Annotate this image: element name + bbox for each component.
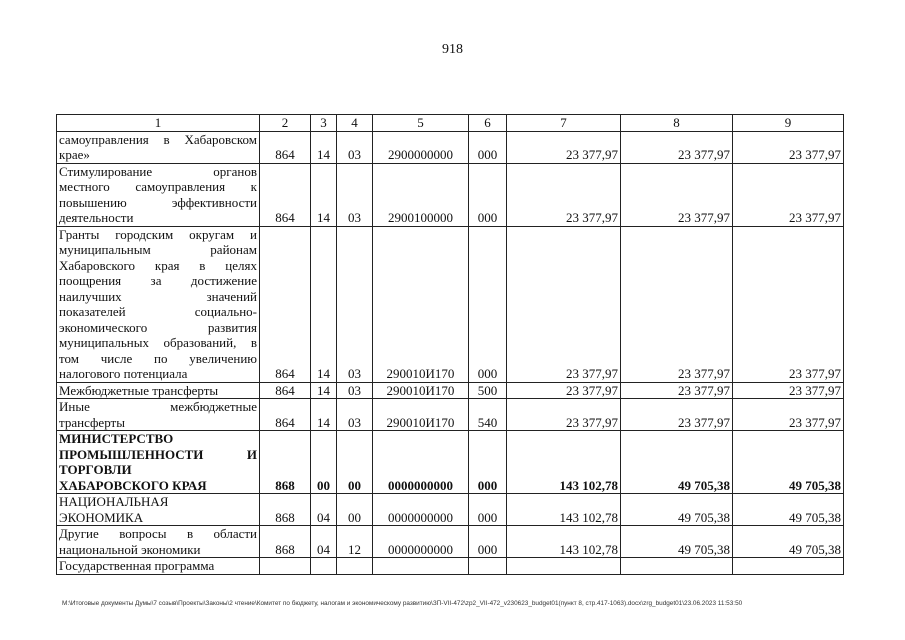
expense-type-cell: 540: [469, 399, 507, 431]
header-cell: 4: [337, 115, 373, 132]
target-article-cell: 0000000000: [373, 431, 469, 494]
table-row: [57, 526, 844, 558]
amount-cell: 23 377,97: [733, 399, 844, 431]
expense-type-cell: 500: [469, 382, 507, 399]
row-name-line: местного самоуправления к: [59, 179, 257, 194]
table-row: [57, 382, 844, 399]
row-name-line: Хабаровского края в целях: [59, 257, 257, 273]
header-cell: 2: [260, 115, 311, 132]
header-cell: 7: [507, 115, 621, 132]
subsection-code-cell: 03: [337, 131, 373, 163]
target-article-cell: 2900100000: [373, 163, 469, 226]
section-code-cell: 14: [311, 226, 337, 382]
row-name-line: трансферты: [59, 414, 125, 430]
amount-cell: 23 377,97: [733, 163, 844, 226]
row-name-line: ХАБАРОВСКОГО КРАЯ: [59, 477, 207, 493]
expense-type-cell: 000: [469, 163, 507, 226]
row-name-line: ТОРГОВЛИ: [59, 462, 132, 477]
row-name-line: самоуправления в Хабаровском: [59, 131, 257, 147]
amount-cell: 143 102,78: [507, 526, 621, 558]
header-cell: 3: [311, 115, 337, 132]
row-name-line: деятельности: [59, 210, 134, 225]
section-code-cell: 14: [311, 382, 337, 399]
section-code-cell: [311, 558, 337, 575]
row-name-line: Государственная программа: [59, 558, 215, 573]
expense-type-cell: 000: [469, 526, 507, 558]
table-row: [57, 226, 844, 382]
row-name-line: Гранты городским округам и: [59, 226, 257, 242]
ministry-code-cell: 864: [260, 226, 311, 382]
header-cell: 9: [733, 115, 844, 132]
amount-cell: 143 102,78: [507, 494, 621, 526]
amount-cell: 23 377,97: [733, 382, 844, 399]
row-name-line: повышению эффективности: [59, 194, 257, 210]
row-name-line: ЭКОНОМИКА: [59, 509, 144, 525]
header-cell: 1: [57, 115, 260, 132]
row-name-line: Иные межбюджетные: [59, 399, 257, 414]
row-name-line: ПРОМЫШЛЕННОСТИ И: [59, 446, 257, 462]
row-name-line: МИНИСТЕРСТВО: [59, 431, 174, 446]
ministry-code-cell: 864: [260, 131, 311, 163]
ministry-code-cell: 864: [260, 399, 311, 431]
amount-cell: [733, 558, 844, 575]
amount-cell: [507, 558, 621, 575]
row-name-cell: [57, 226, 260, 382]
ministry-code-cell: 868: [260, 431, 311, 494]
target-article-cell: 290010И170: [373, 226, 469, 382]
amount-cell: 49 705,38: [733, 431, 844, 494]
table-row: [57, 163, 844, 226]
subsection-code-cell: 00: [337, 431, 373, 494]
expense-type-cell: 000: [469, 494, 507, 526]
row-name-line: муниципальных образований, в: [59, 335, 257, 350]
amount-cell: 143 102,78: [507, 431, 621, 494]
row-name-line: крае»: [59, 147, 90, 162]
section-code-cell: 00: [311, 431, 337, 494]
expense-type-cell: [469, 558, 507, 575]
row-name-line: поощрения за достижение: [59, 273, 257, 288]
amount-cell: 49 705,38: [621, 526, 733, 558]
target-article-cell: 0000000000: [373, 494, 469, 526]
file-path-footer: M:\Итоговые документы Думы\7 созыв\Проекты\Законы\2 чтение\Комитет по бюджету, налогам и экономическому развитию\ЗП-VII-472\zp2_VII-472_v230623_budget01(пункт 8, стр.417-1063).docx\zrg_budget01\23.06.2023 11:53:50: [62, 600, 743, 607]
row-name-line: Другие вопросы в области: [59, 526, 257, 541]
row-name-line: налогового потенциала: [59, 366, 188, 381]
amount-cell: 23 377,97: [507, 399, 621, 431]
ministry-code-cell: 868: [260, 526, 311, 558]
subsection-code-cell: 03: [337, 226, 373, 382]
budget-table: [56, 114, 844, 575]
header-row: [57, 115, 844, 132]
section-code-cell: 14: [311, 131, 337, 163]
section-code-cell: 04: [311, 526, 337, 558]
table-row: [57, 558, 844, 575]
subsection-code-cell: 12: [337, 526, 373, 558]
row-name-cell: [57, 431, 260, 494]
row-name-cell: [57, 163, 260, 226]
row-name-line: показателей социально-: [59, 304, 257, 319]
amount-cell: 23 377,97: [507, 226, 621, 382]
table-row: [57, 494, 844, 526]
section-code-cell: 04: [311, 494, 337, 526]
row-name-cell: [57, 526, 260, 558]
header-cell: 8: [621, 115, 733, 132]
amount-cell: 23 377,97: [621, 226, 733, 382]
row-name-line: НАЦИОНАЛЬНАЯ: [59, 494, 169, 509]
amount-cell: 49 705,38: [621, 494, 733, 526]
row-name-cell: [57, 399, 260, 431]
row-name-line: экономического развития: [59, 319, 257, 335]
table-row: [57, 131, 844, 163]
amount-cell: 23 377,97: [621, 163, 733, 226]
amount-cell: 49 705,38: [621, 431, 733, 494]
amount-cell: 49 705,38: [733, 526, 844, 558]
amount-cell: 23 377,97: [507, 163, 621, 226]
section-code-cell: 14: [311, 163, 337, 226]
amount-cell: 23 377,97: [733, 226, 844, 382]
header-cell: 5: [373, 115, 469, 132]
page-number: 918: [442, 42, 463, 57]
table-row: [57, 399, 844, 431]
row-name-cell: [57, 494, 260, 526]
target-article-cell: 290010И170: [373, 399, 469, 431]
ministry-code-cell: 864: [260, 163, 311, 226]
subsection-code-cell: 00: [337, 494, 373, 526]
expense-type-cell: 000: [469, 431, 507, 494]
amount-cell: [621, 558, 733, 575]
target-article-cell: 290010И170: [373, 382, 469, 399]
row-name-cell: [57, 131, 260, 163]
ministry-code-cell: 864: [260, 382, 311, 399]
row-name-line: наилучших значений: [59, 288, 257, 304]
subsection-code-cell: [337, 558, 373, 575]
subsection-code-cell: 03: [337, 382, 373, 399]
row-name-cell: [57, 558, 260, 575]
amount-cell: 23 377,97: [733, 131, 844, 163]
amount-cell: 49 705,38: [733, 494, 844, 526]
subsection-code-cell: 03: [337, 163, 373, 226]
amount-cell: 23 377,97: [621, 399, 733, 431]
row-name-line: национальной экономики: [59, 541, 201, 557]
row-name-line: Межбюджетные трансферты: [59, 382, 219, 398]
ministry-code-cell: [260, 558, 311, 575]
table-row: [57, 431, 844, 494]
section-code-cell: 14: [311, 399, 337, 431]
header-cell: 6: [469, 115, 507, 132]
expense-type-cell: 000: [469, 226, 507, 382]
expense-type-cell: 000: [469, 131, 507, 163]
amount-cell: 23 377,97: [507, 382, 621, 399]
target-article-cell: 2900000000: [373, 131, 469, 163]
target-article-cell: [373, 558, 469, 575]
amount-cell: 23 377,97: [621, 382, 733, 399]
ministry-code-cell: 868: [260, 494, 311, 526]
subsection-code-cell: 03: [337, 399, 373, 431]
row-name-line: том числе по увеличению: [59, 350, 257, 366]
row-name-line: Стимулирование органов: [59, 163, 257, 179]
row-name-line: муниципальным районам: [59, 242, 257, 257]
row-name-cell: [57, 382, 260, 399]
target-article-cell: 0000000000: [373, 526, 469, 558]
amount-cell: 23 377,97: [507, 131, 621, 163]
amount-cell: 23 377,97: [621, 131, 733, 163]
